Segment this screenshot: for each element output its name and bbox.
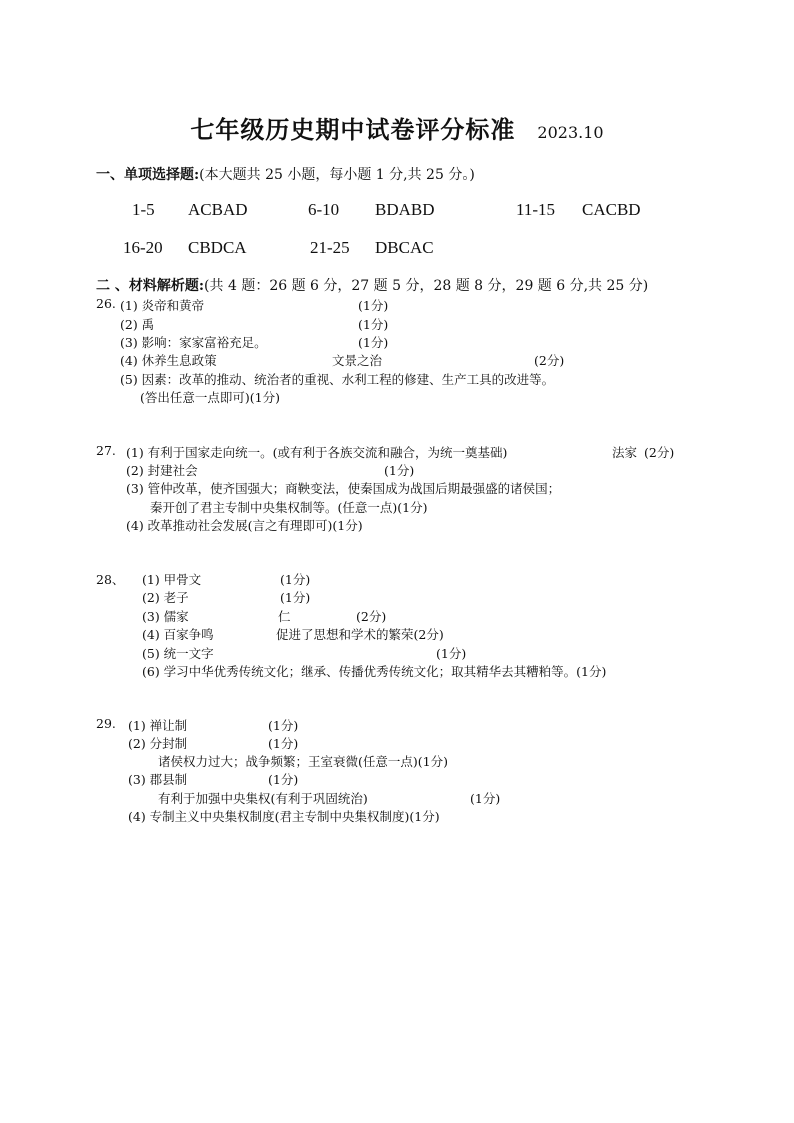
q28-line-6: (6) 学习中华优秀传统文化；继承、传播优秀传统文化；取其精华去其糟粕等。(1分) xyxy=(142,664,607,679)
q26-line-4: (4) 休养生息政策 xyxy=(120,353,217,368)
mc-answer-4: CBDCA xyxy=(188,238,247,257)
q26-line-3-score: (1分) xyxy=(358,335,389,350)
q28-line-1: (1) 甲骨文 xyxy=(142,572,202,587)
q29-line-3: 诸侯权力过大；战争频繁；王室衰微(任意一点)(1分) xyxy=(158,754,448,769)
exam-date: 2023.10 xyxy=(537,123,604,142)
mc-range-3: 11-15 xyxy=(516,200,556,219)
page-title-row xyxy=(0,110,794,145)
q29-line-2: (2) 分封制 xyxy=(128,736,188,751)
q29-line-2-score: (1分) xyxy=(268,736,299,751)
mc-answer-1: ACBAD xyxy=(188,200,248,219)
q29-line-6: (4) 专制主义中央集权制度(君主专制中央集权制度)(1分) xyxy=(128,809,440,824)
q26-line-4-mid: 文景之治 xyxy=(332,353,383,368)
q29-number: 29. xyxy=(96,716,116,731)
q26-line-6: (答出任意一点即可)(1分) xyxy=(140,390,280,405)
q28-line-2-score: (1分) xyxy=(280,590,311,605)
q27-line-1-mid: 法家 xyxy=(612,445,638,460)
page-title: 七年级历史期中试卷评分标准 xyxy=(190,116,516,144)
q28-line-4: (4) 百家争鸣 xyxy=(142,627,214,642)
q26-line-5: (5) 因素：改革的推动、统治者的重视、水利工程的修建、生产工具的改进等。 xyxy=(120,372,555,387)
q27-number: 27. xyxy=(96,443,116,458)
mc-answer-3: CACBD xyxy=(582,200,641,219)
q29-line-5: 有利于加强中央集权(有利于巩固统治) xyxy=(158,791,368,806)
section1-note: (本大题共 25 小题，每小题 1 分,共 25 分。) xyxy=(199,167,475,183)
q28-number: 28、 xyxy=(96,572,125,587)
q29-line-4: (3) 郡县制 xyxy=(128,772,188,787)
q26-line-4-score: (2分) xyxy=(534,353,565,368)
mc-range-4: 16-20 xyxy=(123,238,163,257)
q26-line-2: (2) 禹 xyxy=(120,317,155,332)
q27-line-2-score: (1分) xyxy=(384,463,415,478)
q29-line-4-score: (1分) xyxy=(268,772,299,787)
q27-line-2: (2) 封建社会 xyxy=(126,463,198,478)
q26-line-2-score: (1分) xyxy=(358,317,389,332)
section1-title: 一、单项选择题: xyxy=(96,167,200,183)
section2-heading xyxy=(96,275,648,295)
section2-title: 二 、材料解析题: xyxy=(96,278,205,294)
q29-line-1: (1) 禅让制 xyxy=(128,718,188,733)
q29-line-5-score: (1分) xyxy=(470,791,501,806)
q29-line-1-score: (1分) xyxy=(268,718,299,733)
mc-range-5: 21-25 xyxy=(310,238,350,257)
q28-line-4-mid: 促进了思想和学术的繁荣(2分) xyxy=(276,627,444,642)
q27-line-1-score: (2分) xyxy=(644,445,675,460)
q26-line-3: (3) 影响：家家富裕充足。 xyxy=(120,335,267,350)
q28-line-3-score: (2分) xyxy=(356,609,387,624)
q27-line-4: 秦开创了君主专制中央集权制等。(任意一点)(1分) xyxy=(150,500,428,515)
q28-line-3: (3) 儒家 xyxy=(142,609,189,624)
q27-line-1: (1) 有利于国家走向统一。(或有利于各族交流和融合，为统一奠基础) xyxy=(126,445,508,460)
q28-line-5-score: (1分) xyxy=(436,646,467,661)
q28-line-5: (5) 统一文字 xyxy=(142,646,214,661)
q26-number: 26. xyxy=(96,296,116,311)
mc-answer-2: BDABD xyxy=(375,200,435,219)
q27-line-5: (4) 改革推动社会发展(言之有理即可)(1分) xyxy=(126,518,363,533)
q28-line-1-score: (1分) xyxy=(280,572,311,587)
mc-range-1: 1-5 xyxy=(132,200,155,219)
q28-line-3-mid: 仁 xyxy=(278,609,291,624)
section1-heading xyxy=(96,164,475,184)
mc-range-2: 6-10 xyxy=(308,200,340,219)
mc-answer-5: DBCAC xyxy=(375,238,434,257)
q28-line-2: (2) 老子 xyxy=(142,590,189,605)
q26-line-1: (1) 炎帝和黄帝 xyxy=(120,298,205,313)
q26-line-1-score: (1分) xyxy=(358,298,389,313)
q27-line-3: (3) 管仲改革，使齐国强大；商鞅变法，使秦国成为战国后期最强盛的诸侯国； xyxy=(126,481,561,496)
section2-note: (共 4 题：26 题 6 分，27 题 5 分，28 题 8 分，29 题 6 分,共 25 分) xyxy=(204,278,649,294)
